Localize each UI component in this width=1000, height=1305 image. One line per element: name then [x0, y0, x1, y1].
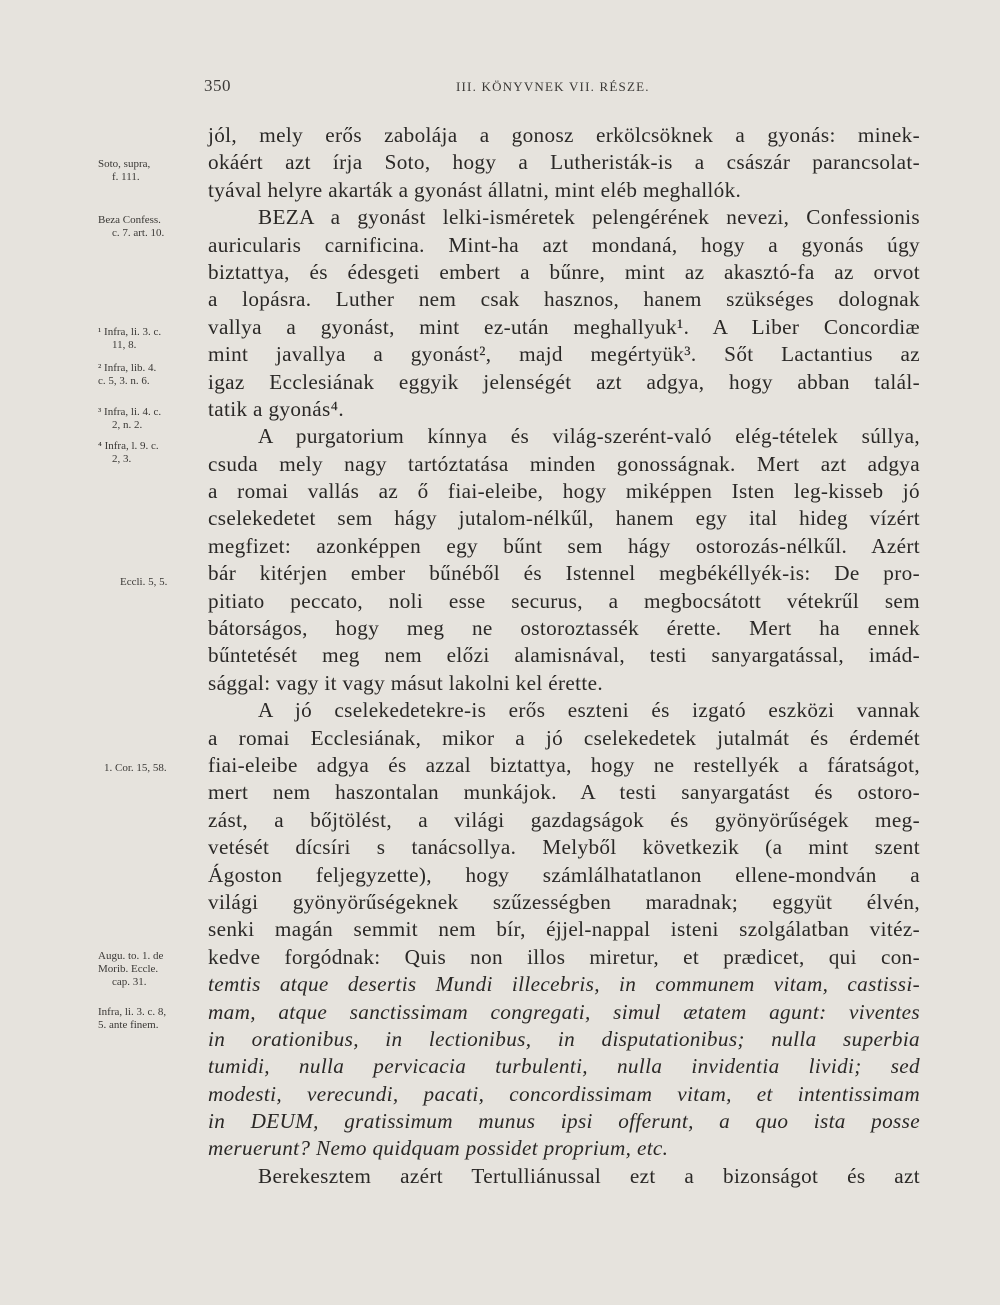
text-line: senki magán semmit nem bír, éjjel-nappal isteni szolgálatban vitéz-	[208, 917, 920, 942]
text-line italic-line: temtis atque desertis Mundi illecebris, in communem vitam, castissi-	[208, 972, 920, 997]
text-line: a romai vallás az ő fiai-eleibe, hogy miképpen Isten leg-kisseb jó	[208, 479, 920, 504]
text-line: jól, mely erős zabolája a gonosz erkölcsöknek a gyonás: minek-	[208, 123, 920, 147]
text-line: tatik a gyonás⁴.	[208, 396, 344, 421]
margin-note-line: 2, 3.	[112, 453, 132, 465]
margin-note	[98, 158, 210, 184]
margin-note	[98, 950, 210, 989]
text-line: auricularis carnificina. Mint-ha azt mondaná, hogy a gyonás úgy	[208, 232, 920, 257]
text-line: zást, a bőjtölést, a világi gazdagságok és gyönyörűségek meg-	[208, 807, 920, 832]
margin-note	[98, 440, 210, 466]
text-line italic-line: meruerunt? Nemo quidquam possidet proprium, etc.	[208, 1136, 669, 1161]
text-line: tyával helyre akarták a gyonást állatni, mint eléb meghallók.	[208, 177, 742, 202]
margin-note	[98, 326, 210, 352]
text-line: A purgatorium kínnya és világ-szerént-való elég-tételek súllya,	[258, 424, 920, 449]
text-line: vallya a gyonást, mint ez-után meghallyuk¹. A Liber Concordiæ	[208, 314, 920, 339]
margin-note-line: cap. 31.	[112, 976, 147, 988]
text-line italic-line: modesti, verecundi, pacati, concordissimam vitam, et intentissimam	[208, 1081, 920, 1106]
margin-note-line: 5. ante finem.	[98, 1019, 159, 1031]
text-line: mint javallya a gyonást², majd megértyük³. Sőt Lactantius az	[208, 342, 920, 367]
margin-note-line: f. 111.	[112, 171, 140, 183]
text-line: bár kitérjen ember bűnéből és Istennel megbékéllyék-is: De pro-	[208, 561, 920, 586]
margin-note	[98, 362, 210, 388]
margin-note	[98, 762, 210, 775]
text-line: vetését dícsíri s tanácsollya. Melyből következik (a mint szent	[208, 835, 920, 860]
text-line: biztattya, és édesgeti embert a bűnre, mint az akasztó-fa az orvot	[208, 259, 920, 284]
margin-note	[98, 406, 210, 432]
text-line italic-line: mam, atque sanctissimam congregati, simul ætatem agunt: viventes	[208, 999, 920, 1024]
text-line: BEZA a gyonást lelki-isméretek pelengérének nevezi, Confessionis	[258, 205, 920, 230]
text-line: sággal: vagy it vagy másut lakolni kel érette.	[208, 670, 604, 695]
margin-note-line: ³ Infra, li. 4. c.	[98, 406, 162, 418]
page-header	[0, 76, 1000, 100]
text-line: pitiato peccato, noli esse securus, a megbocsátott vétekrűl sem	[208, 588, 920, 613]
text-line: fiai-eleibe adgya és azzal biztattya, hogy ne restellyék a fáratságot,	[208, 752, 920, 777]
text-line: Berekesztem azért Tertulliánussal ezt a bizonságot és azt	[258, 1163, 920, 1188]
margin-note	[98, 576, 210, 589]
text-line: világi gyönyörűségeknek szűzességben maradnak; eggyüt élvén,	[208, 889, 920, 914]
text-line: a romai Ecclesiának, mikor a jó cselekedetek jutalmát és érdemét	[208, 725, 920, 750]
text-line: bűntetését meg nem előzi alamisnával, testi sanyargatással, imád-	[208, 643, 920, 668]
main-text	[208, 122, 920, 1190]
margin-note-line: 1. Cor. 15, 58.	[104, 762, 167, 774]
text-line: mert nem haszontalan munkájok. A testi sanyargatást és ostoro-	[208, 780, 920, 805]
margin-note-line: 2, n. 2.	[112, 419, 143, 431]
margin-note-line: Eccli. 5, 5.	[120, 576, 168, 588]
margin-note	[98, 1006, 210, 1032]
margin-note-line: Beza Confess.	[98, 214, 161, 226]
text-line italic-line: in orationibus, in lectionibus, in disputationibus; nulla superbia	[208, 1026, 920, 1051]
margin-note-line: Infra, li. 3. c. 8,	[98, 1006, 167, 1018]
text-line: cselekedetet sem hágy jutalom-nélkűl, hanem egy ital hideg vízért	[208, 506, 920, 531]
margin-note-line: Morib. Eccle.	[98, 963, 159, 975]
margin-note-line: Soto, supra,	[98, 158, 151, 170]
margin-note-line: Augu. to. 1. de	[98, 950, 164, 962]
text-line italic-line: kedve forgódnak: Quis non illos miretur, et prædicet, qui con-	[208, 944, 920, 969]
text-line: okáért azt írja Soto, hogy a Lutheristák-is a császár parancsolat-	[208, 150, 920, 175]
text-line: igaz Ecclesiának eggyik jelenségét azt adgya, hogy abban talál-	[208, 369, 920, 394]
text-line: A jó cselekedetekre-is erős eszteni és izgató eszközi vannak	[258, 698, 920, 723]
margin-note-line: ¹ Infra, li. 3. c.	[98, 326, 162, 338]
margin-note-line: ² Infra, lib. 4.	[98, 362, 157, 374]
margin-note-line: 11, 8.	[112, 339, 137, 351]
text-line: Ágoston feljegyzette), hogy számlálhatatlanon ellene-mondván a	[208, 862, 920, 887]
text-line: megfizet: azonképpen egy bűnt sem hágy ostorozás-nélkűl. Azért	[208, 533, 920, 558]
page-number: 350	[204, 76, 231, 95]
text-line italic-line: tumidi, nulla pervicacia turbulenti, nulla invidentia lividi; sed	[208, 1054, 920, 1079]
text-line: csuda mely nagy tartóztatása minden gonosságnak. Mert azt adgya	[208, 451, 920, 476]
margin-note-line: ⁴ Infra, l. 9. c.	[98, 440, 159, 452]
running-head: III. KÖNYVNEK VII. RÉSZE.	[456, 79, 650, 94]
text-line: bátorságos, hogy meg ne ostoroztassék érette. Mert ha ennek	[208, 616, 920, 641]
margin-note-line: c. 5, 3. n. 6.	[98, 375, 150, 387]
margin-note-line: c. 7. art. 10.	[112, 227, 165, 239]
text-line: a lopásra. Luther nem csak hasznos, hanem szükséges dolognak	[208, 287, 920, 312]
text-line italic-line: in DEUM, gratissimum munus ipsi offerunt, a quo ista posse	[208, 1109, 920, 1134]
margin-note	[98, 214, 210, 240]
